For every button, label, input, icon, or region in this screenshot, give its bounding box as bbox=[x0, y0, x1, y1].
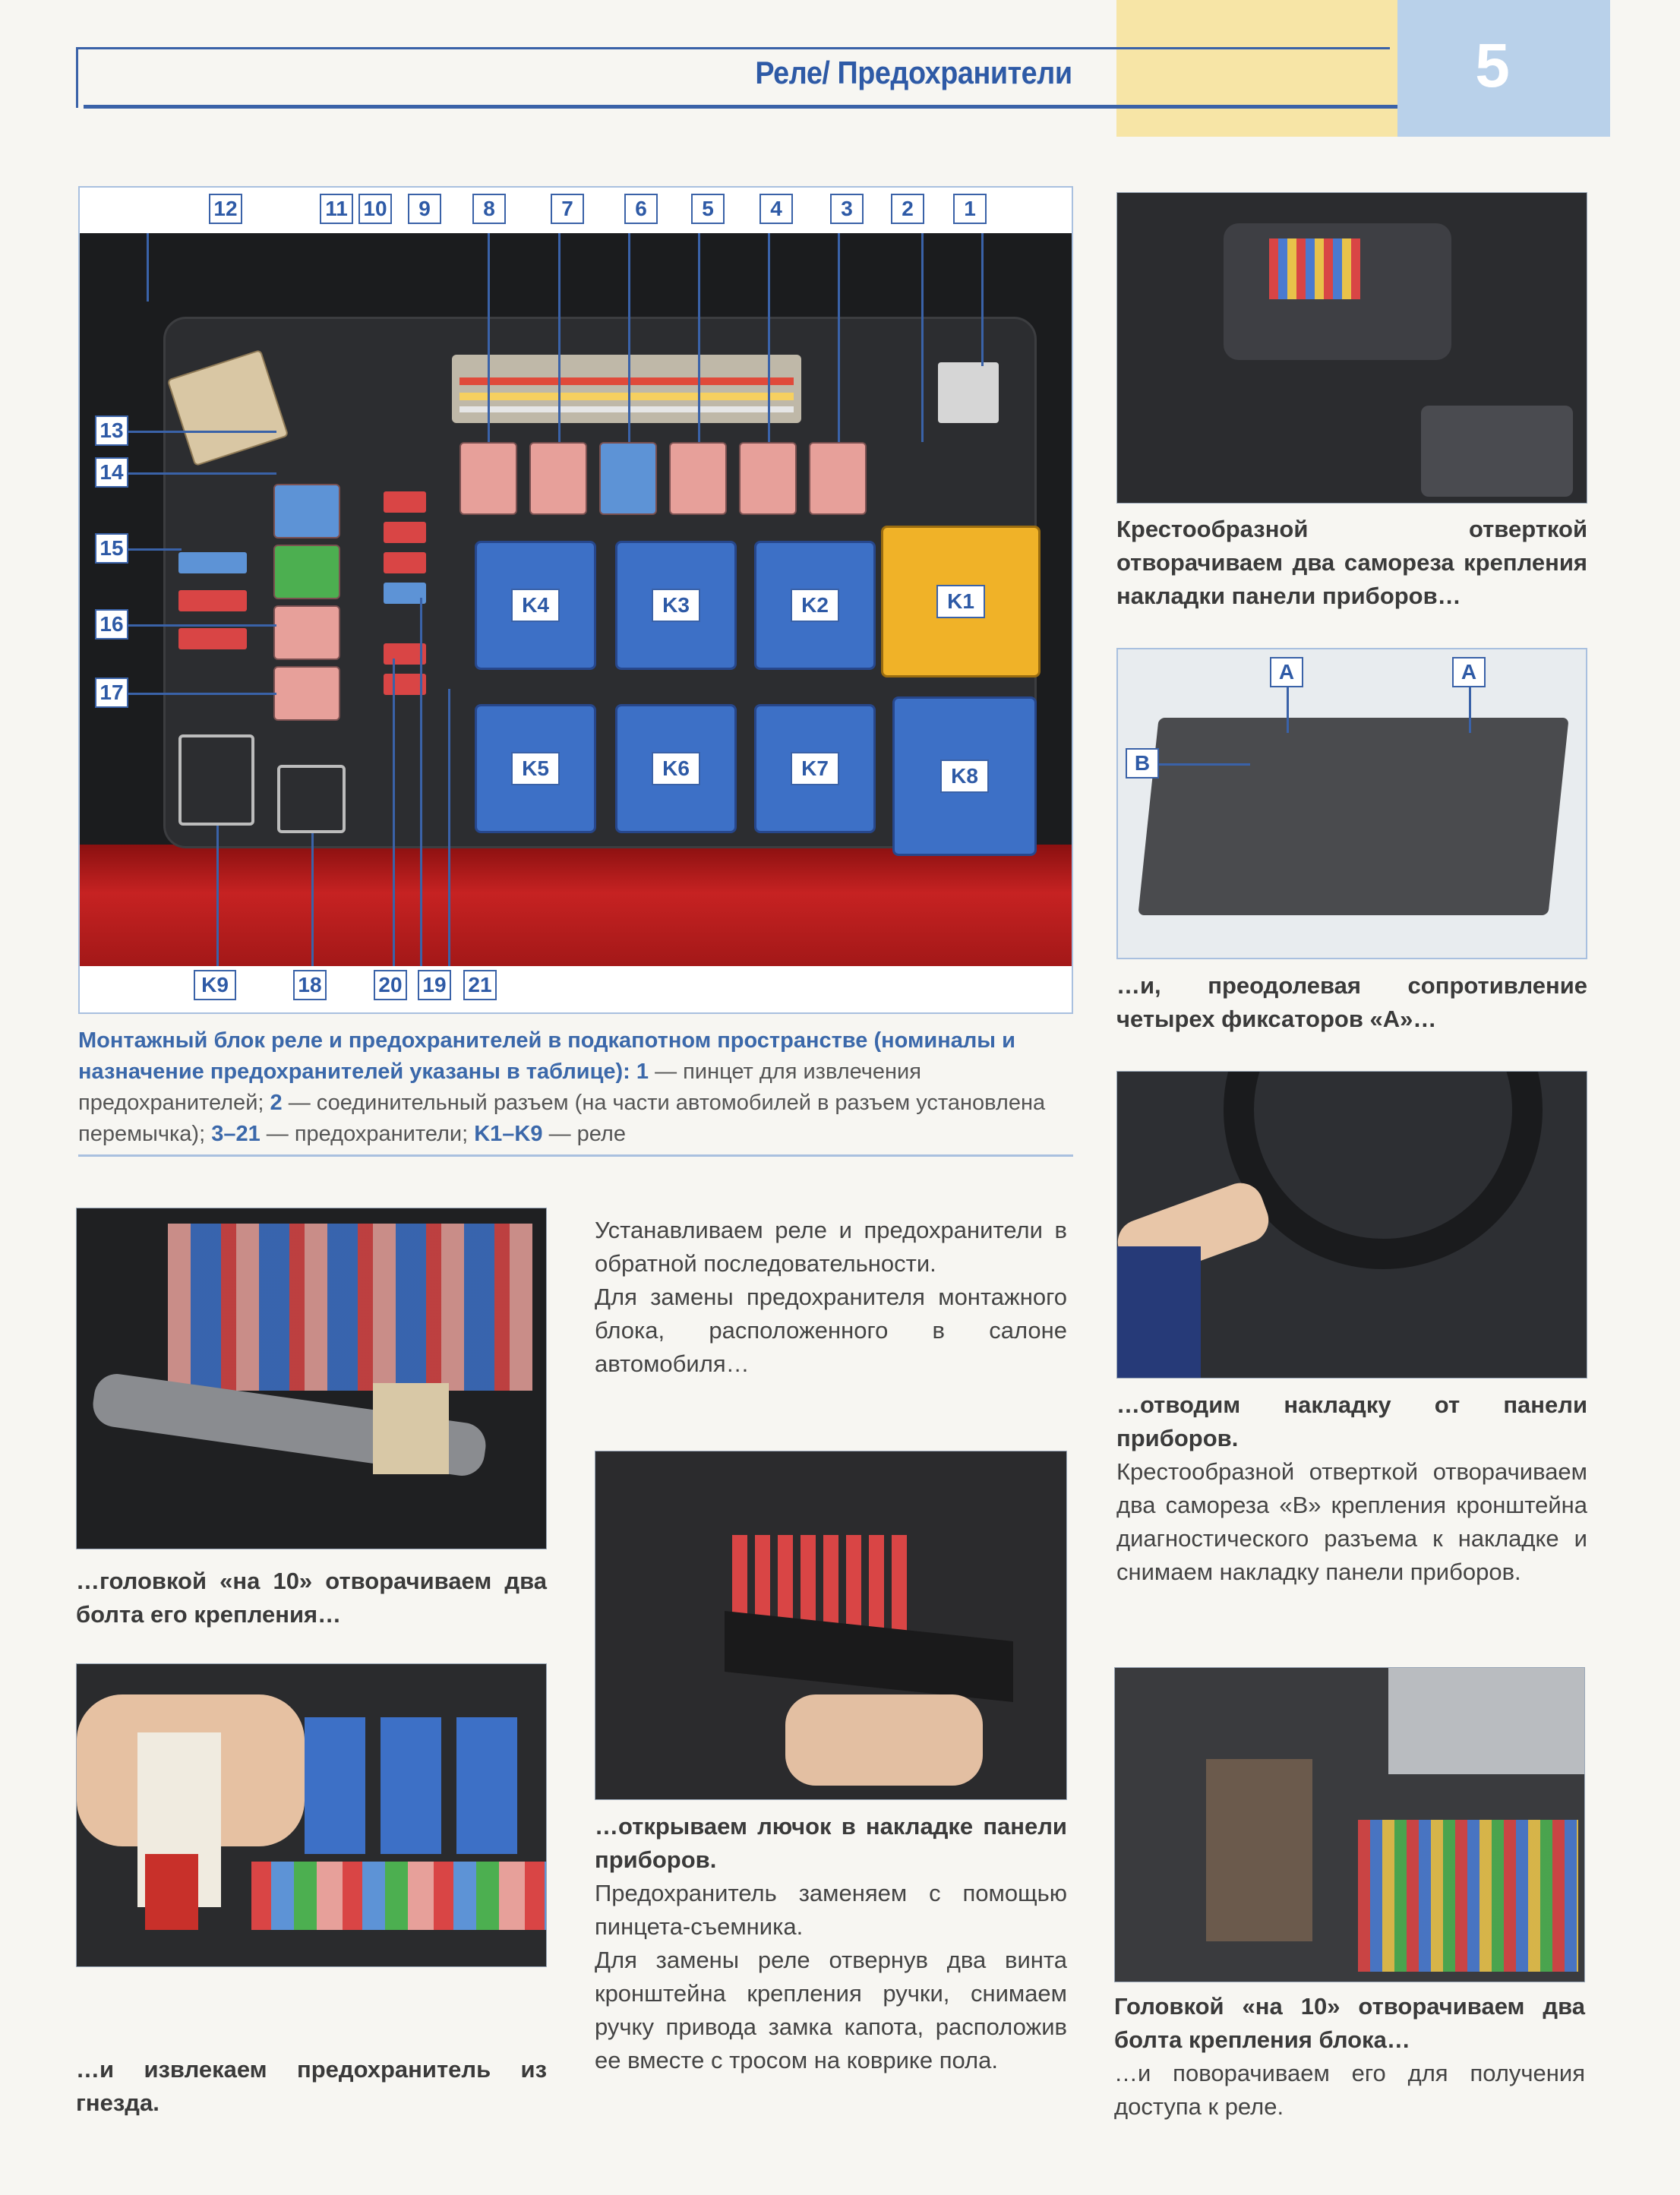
photo-fuse-removal bbox=[76, 1663, 547, 1967]
car-body-red bbox=[80, 845, 1072, 966]
relay-k6 bbox=[615, 704, 737, 833]
caption-right-1 bbox=[1116, 513, 1587, 613]
label-10: 10 bbox=[358, 194, 392, 224]
leader-21 bbox=[448, 689, 450, 966]
leader-16 bbox=[128, 624, 276, 627]
fuse-15c bbox=[178, 628, 247, 649]
page-number: 5 bbox=[1475, 31, 1510, 100]
leader-14 bbox=[128, 472, 276, 475]
header-rule-bottom bbox=[84, 105, 1397, 109]
fuse-14 bbox=[273, 545, 340, 599]
caption-key-4: K1–K9 bbox=[474, 1122, 543, 1146]
photo-dashboard-screws bbox=[1116, 192, 1587, 504]
leader-15 bbox=[128, 548, 182, 551]
leader-a-1 bbox=[1287, 687, 1289, 733]
fuse-box-closeup bbox=[168, 1224, 532, 1391]
relay-k5-label: K5 bbox=[511, 752, 560, 785]
caption-left-2 bbox=[76, 2053, 547, 2120]
caption-left-1 bbox=[76, 1565, 547, 1631]
label-2: 2 bbox=[891, 194, 924, 224]
wire-white bbox=[459, 406, 794, 412]
fuse-6 bbox=[599, 442, 657, 515]
leader-18 bbox=[311, 833, 314, 966]
middle-text-1: Устанавливаем реле и предохранители в обратной последовательности. bbox=[595, 1217, 1067, 1277]
tag-a-1: A bbox=[1270, 657, 1303, 687]
caption-text-3: — предохранители; bbox=[260, 1122, 475, 1146]
tag-b: B bbox=[1126, 748, 1159, 779]
caption-right-2-text: …и, преодолевая сопротивление четырех фиксаторов «A»… bbox=[1116, 972, 1587, 1032]
fuse-17 bbox=[273, 666, 340, 721]
label-3: 3 bbox=[830, 194, 864, 224]
leader-6 bbox=[628, 233, 630, 442]
fuse-panel-glimpse bbox=[1269, 238, 1360, 299]
fuse-11 bbox=[384, 552, 426, 573]
fuse-5 bbox=[669, 442, 727, 515]
wiring-harness bbox=[1206, 1759, 1312, 1941]
leader-5 bbox=[698, 233, 700, 442]
label-9: 9 bbox=[408, 194, 441, 224]
label-4: 4 bbox=[759, 194, 793, 224]
relay-k2-label: K2 bbox=[791, 589, 839, 622]
label-14: 14 bbox=[95, 457, 128, 488]
connector-harness bbox=[452, 355, 801, 423]
hand bbox=[785, 1694, 983, 1786]
label-13: 13 bbox=[95, 415, 128, 446]
leader-k9 bbox=[216, 826, 219, 966]
middle-text-bottom bbox=[595, 1810, 1067, 2077]
label-12: 12 bbox=[209, 194, 242, 224]
leader-7 bbox=[558, 233, 561, 442]
caption-bold: Монтажный блок реле и предохранителей в подкапотном пространстве (номиналы и назначение предохранителей указаны в таблице): bbox=[78, 1028, 1015, 1084]
label-15: 15 bbox=[95, 533, 128, 564]
middle-text-top bbox=[595, 1214, 1067, 1381]
photo-fuse-hatch bbox=[595, 1451, 1067, 1800]
section-divider bbox=[78, 1154, 1073, 1157]
wire-red bbox=[459, 377, 794, 385]
extracted-fuse bbox=[145, 1854, 198, 1930]
tag-a-2: A bbox=[1452, 657, 1486, 687]
leader-13 bbox=[128, 431, 276, 433]
label-5: 5 bbox=[691, 194, 725, 224]
photo-cabin-fuse-block bbox=[1114, 1667, 1585, 1982]
caption-right-3-text: Крестообразной отверткой отворачиваем два самореза «В» крепления кронштейна диагностического разъема к накладке и снимаем накладку панели приборов. bbox=[1116, 1458, 1587, 1585]
bracket bbox=[1388, 1668, 1585, 1774]
caption-key-2: 2 bbox=[270, 1091, 283, 1115]
relay-k3-label: K3 bbox=[652, 589, 700, 622]
leader-20 bbox=[393, 658, 395, 966]
fuse-10 bbox=[384, 491, 426, 513]
label-19: 19 bbox=[418, 970, 451, 1000]
label-20: 20 bbox=[374, 970, 407, 1000]
label-6: 6 bbox=[624, 194, 658, 224]
fuse-puller-1 bbox=[938, 362, 999, 423]
header-accent-yellow bbox=[1116, 0, 1397, 137]
relay-k2 bbox=[754, 541, 876, 670]
relay-k4-label: K4 bbox=[511, 589, 560, 622]
photo-steering-wheel bbox=[1116, 1071, 1587, 1379]
relay-k3 bbox=[615, 541, 737, 670]
steering-wheel bbox=[1224, 1071, 1543, 1269]
middle-text-2: Для замены предохранителя монтажного блока, расположенного в салоне автомобиля… bbox=[595, 1284, 1067, 1377]
relay-k1 bbox=[881, 526, 1041, 677]
label-17: 17 bbox=[95, 677, 128, 708]
fuse-9 bbox=[384, 522, 426, 543]
leader-2 bbox=[921, 233, 924, 442]
fuse-row bbox=[251, 1862, 547, 1930]
leader-a-2 bbox=[1469, 687, 1471, 733]
relays-blue bbox=[305, 1717, 532, 1854]
diagram-caption bbox=[78, 1025, 1073, 1150]
label-1: 1 bbox=[953, 194, 987, 224]
caption-key-1: 1 bbox=[636, 1060, 649, 1084]
fuse-box-photo bbox=[80, 233, 1072, 966]
fuse-15b bbox=[178, 590, 247, 611]
caption-right-4-text: …и поворачиваем его для получения доступа к реле. bbox=[1114, 2060, 1585, 2120]
fuse-box-diagram bbox=[78, 186, 1073, 1014]
leader-12 bbox=[147, 233, 149, 302]
caption-right-2 bbox=[1116, 969, 1587, 1036]
middle-text-4: Для замены реле отвернув два винта кронштейна крепления ручки, снимаем ручку привода замка капота, расположив ее вместе с тросом на коврике пола. bbox=[595, 1947, 1067, 2073]
label-18: 18 bbox=[293, 970, 327, 1000]
wire-yellow bbox=[459, 393, 794, 400]
fuse-13 bbox=[273, 484, 340, 538]
relay-k4 bbox=[475, 541, 596, 670]
caption-right-4-bold: Головкой «на 10» отворачиваем два болта крепления блока… bbox=[1114, 1993, 1585, 2053]
slot-18 bbox=[277, 765, 346, 833]
fuse-holder bbox=[373, 1383, 449, 1474]
leader-3 bbox=[838, 233, 840, 442]
fuse-7 bbox=[529, 442, 587, 515]
trim-panel bbox=[1138, 718, 1568, 915]
caption-right-1-text: Крестообразной отверткой отворачиваем два самореза крепления накладки панели приборов… bbox=[1116, 516, 1587, 609]
caption-right-3 bbox=[1116, 1388, 1587, 1589]
fuse-15a bbox=[178, 552, 247, 573]
label-16: 16 bbox=[95, 609, 128, 640]
fuse-8 bbox=[459, 442, 517, 515]
sleeve bbox=[1117, 1246, 1201, 1379]
relay-k7 bbox=[754, 704, 876, 833]
caption-text-4: — реле bbox=[542, 1122, 626, 1146]
relay-slot-k9 bbox=[178, 734, 254, 826]
caption-left-1-text: …головкой «на 10» отворачиваем два болта его крепления… bbox=[76, 1568, 547, 1628]
relay-k7-label: K7 bbox=[791, 752, 839, 785]
leader-1 bbox=[981, 233, 984, 366]
label-21: 21 bbox=[463, 970, 497, 1000]
relay-k6-label: K6 bbox=[652, 752, 700, 785]
label-11: 11 bbox=[320, 194, 353, 224]
caption-text-2: — соединительный разъем (на части автомобилей в разъем установлена перемычка); bbox=[78, 1091, 1046, 1146]
leader-17 bbox=[128, 693, 276, 695]
relay-k5 bbox=[475, 704, 596, 833]
header-rule-top bbox=[76, 47, 1390, 49]
middle-caption-bold: …открываем лючок в накладке панели приборов. bbox=[595, 1813, 1067, 1873]
fuse-16 bbox=[273, 605, 340, 660]
caption-right-4 bbox=[1114, 1990, 1585, 2124]
header-rule-left bbox=[76, 47, 78, 108]
section-title: Реле/ Предохранители bbox=[755, 55, 1072, 90]
caption-right-3-bold: …отводим накладку от панели приборов. bbox=[1116, 1391, 1587, 1451]
fuse-3 bbox=[809, 442, 867, 515]
relay-k8 bbox=[892, 696, 1037, 856]
caption-text-1: — пинцет для извлечения предохранителей; bbox=[78, 1060, 921, 1115]
photo-socket-wrench bbox=[76, 1208, 547, 1549]
label-8: 8 bbox=[472, 194, 506, 224]
cabin-fuses bbox=[1358, 1820, 1578, 1972]
relay-k1-label: K1 bbox=[936, 585, 985, 618]
middle-text-3: Предохранитель заменяем с помощью пинцета-съемника. bbox=[595, 1880, 1067, 1940]
label-k9: K9 bbox=[194, 970, 236, 1000]
leader-19 bbox=[420, 598, 422, 966]
leader-4 bbox=[768, 233, 770, 442]
fuse-4 bbox=[739, 442, 797, 515]
caption-left-2-text: …и извлекаем предохранитель из гнезда. bbox=[76, 2056, 547, 2116]
leader-b bbox=[1159, 763, 1250, 766]
caption-key-3: 3–21 bbox=[211, 1122, 261, 1146]
photo-dash-trim bbox=[1116, 648, 1587, 959]
leader-8 bbox=[488, 233, 490, 442]
relay-k8-label: K8 bbox=[940, 760, 989, 793]
label-7: 7 bbox=[551, 194, 584, 224]
pedals bbox=[1421, 406, 1573, 497]
